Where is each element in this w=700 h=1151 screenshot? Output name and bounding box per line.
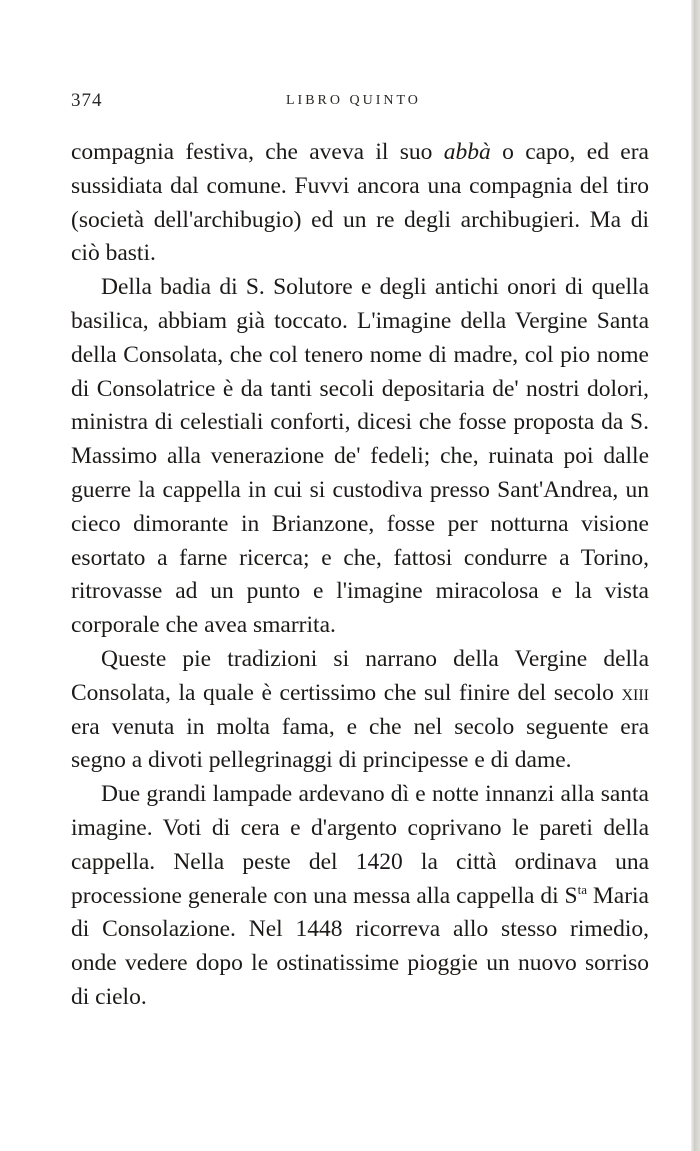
paragraph-4 [71,778,649,1015]
page-header [71,90,649,114]
text-span: Maria di Consolazione. Nel 1448 ricorreva allo stesso rimedio, onde vedere dopo le ostinatissime pioggie un nuovo sorriso di cielo. [71,882,649,1010]
italic-term: abbà [443,139,491,165]
text-span: compagnia festiva, che aveva il suo [71,139,444,165]
text-span: Due grandi lampade ardevano dì e notte innanzi alla santa imagine. Voti di cera e d'argento coprivano le pareti della cappella. Nella peste del 1420 la città ordinava una processione generale con una messa alla cappella di S [71,781,649,909]
text-span: era venuta in molta fama, e che nel secolo seguente era segno a divoti pellegrinaggi di principesse e di dame. [71,713,649,774]
paragraph-1 [71,136,649,271]
body-text [71,136,649,1015]
running-head: LIBRO QUINTO [286,93,421,108]
roman-numeral: xiii [621,679,649,706]
page-edge [691,0,700,1151]
paragraph-3 [71,643,649,778]
paragraph-2: Della badia di S. Solutore e degli antichi onori di quella basilica, abbiam già toccato. L'imagine della Vergine Santa della Consolata, che col tenero nome di madre, col pio nome di Consolatrice è da tanti secoli depositaria de' nostri dolori, ministra di celestiali conforti, dicesi che fosse proposta da S. Massimo alla venerazione de' fedeli; che, ruinata poi dalle guerre la cappella in cui si custodiva presso Sant'Andrea, un cieco dimorante in Brianzone, fosse per notturna visione esortato a farne ricerca; e che, fattosi condurre a Torino, ritrovasse ad un punto e l'imagine miracolosa e la vista corporale che avea smarrita. [71,274,649,639]
text-span: o capo, ed era sussidiata dal comune. Fuvvi ancora una compagnia del tiro (società dell'archibugio) ed un re degli archibugieri. Ma di ciò basti. [71,139,649,267]
page-number: 374 [71,90,103,111]
text-span: Queste pie tradizioni si narrano della Vergine della Consolata, la quale è certissimo che sul finire del secolo [71,645,649,706]
superscript-abbreviation: ta [577,881,587,897]
